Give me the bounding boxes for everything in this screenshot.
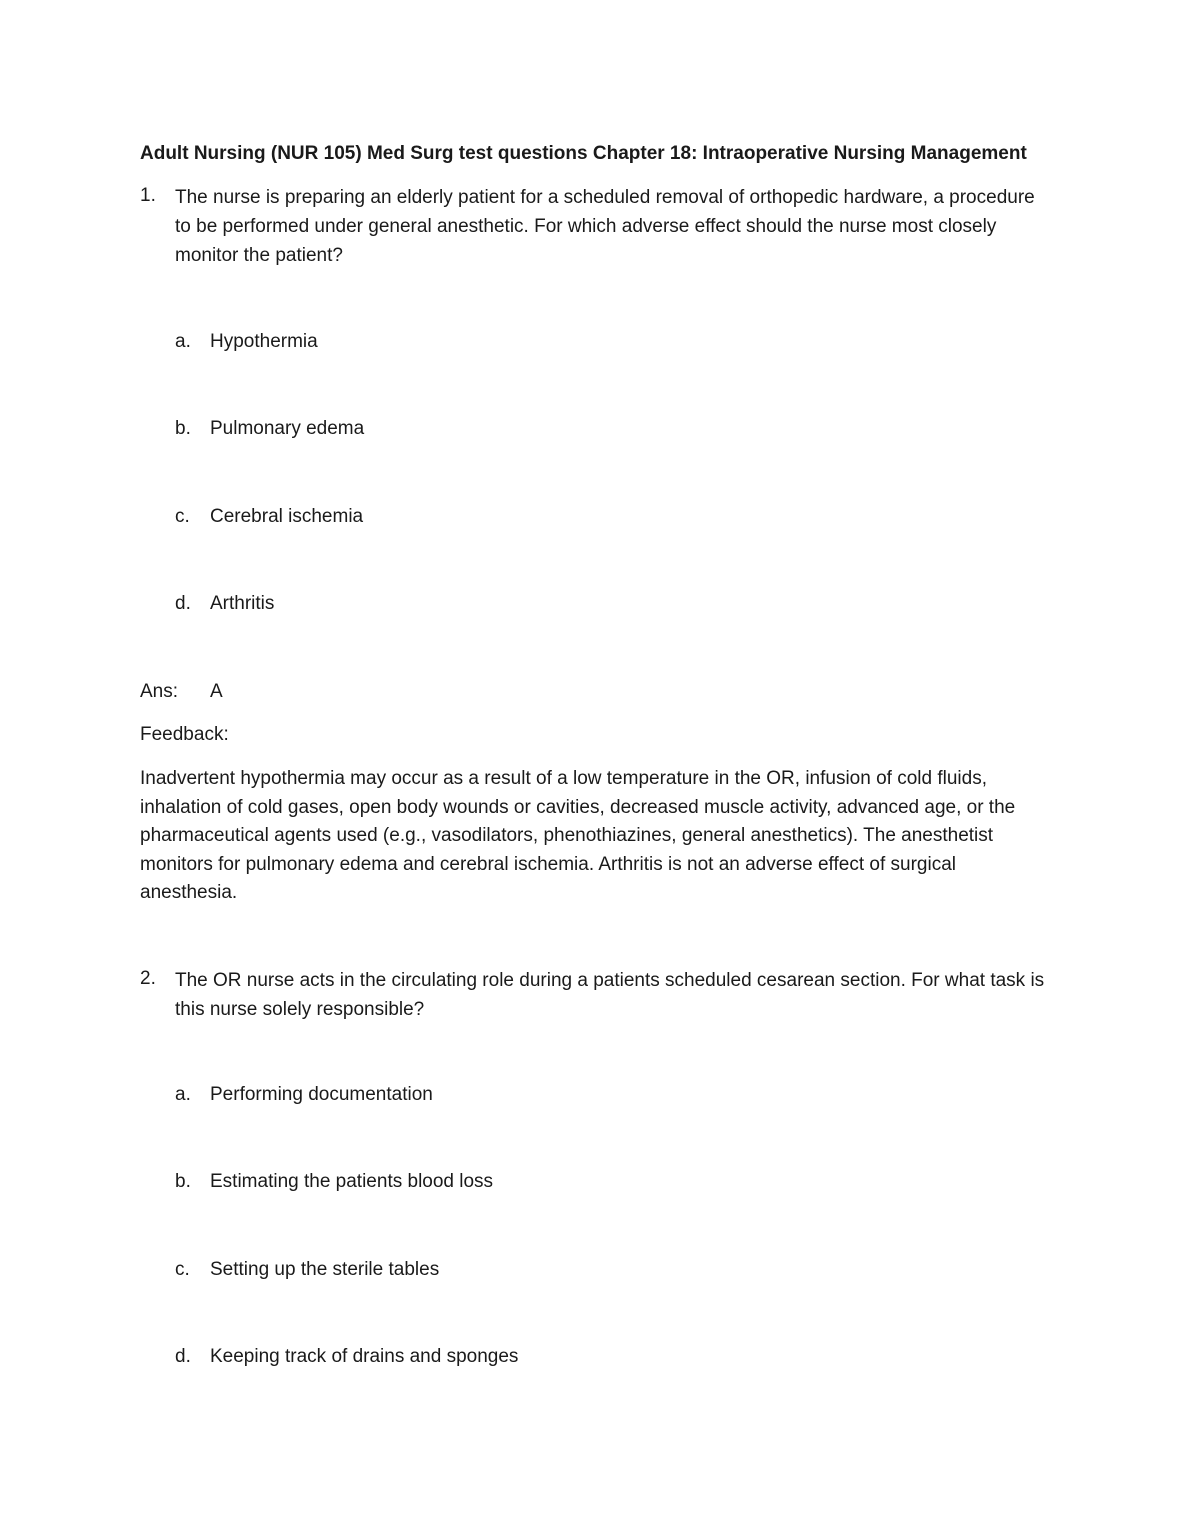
- question-2-text: The OR nurse acts in the circulating role during a patients scheduled cesarean section. For what task is this nurse solely responsible?: [175, 970, 1045, 1020]
- feedback-label: Feedback:: [140, 724, 229, 745]
- question-2-option-d-letter: d.: [175, 1346, 191, 1367]
- question-2-option-c-letter: c.: [175, 1259, 190, 1280]
- question-1-option-b: Pulmonary edema: [210, 418, 365, 439]
- question-2-option-b-letter: b.: [175, 1171, 191, 1192]
- question-1-option-a-letter: a.: [175, 331, 191, 352]
- question-1-text: The nurse is preparing an elderly patient for a scheduled removal of orthopedic hardware, a procedure to be performed under general anesthetic. For which adverse effect should the nurse most closely monitor the patient?: [175, 187, 1035, 266]
- question-2-option-d: Keeping track of drains and sponges: [210, 1346, 519, 1367]
- question-2-option-a-letter: a.: [175, 1084, 191, 1105]
- question-1-option-d-letter: d.: [175, 593, 191, 614]
- question-1-option-a: Hypothermia: [210, 331, 318, 352]
- question-2-option-b: Estimating the patients blood loss: [210, 1171, 494, 1192]
- question-1-option-b-letter: b.: [175, 418, 191, 439]
- question-2-option-c: Setting up the sterile tables: [210, 1259, 440, 1280]
- answer-value: A: [210, 681, 223, 702]
- document-title: Adult Nursing (NUR 105) Med Surg test questions Chapter 18: Intraoperative Nursing Management: [140, 143, 1027, 164]
- question-2-number: 2.: [140, 968, 156, 989]
- question-2-option-a: Performing documentation: [210, 1084, 433, 1105]
- question-1-option-c-letter: c.: [175, 506, 190, 527]
- question-1-number: 1.: [140, 185, 156, 206]
- question-1-option-d: Arthritis: [210, 593, 275, 614]
- question-1-option-c: Cerebral ischemia: [210, 506, 364, 527]
- feedback-text: Inadvertent hypothermia may occur as a result of a low temperature in the OR, infusion of cold fluids, inhalation of cold gases, open body wounds or cavities, decreased muscle activity, advanced age, or the pharmaceutical agents used (e.g., vasodilators, phenothiazines, general anesthetics). The anesthetist monitors for pulmonary edema and cerebral ischemia. Arthritis is not an adverse effect of surgical anesthesia.: [140, 768, 1016, 903]
- answer-label: Ans:: [140, 681, 179, 702]
